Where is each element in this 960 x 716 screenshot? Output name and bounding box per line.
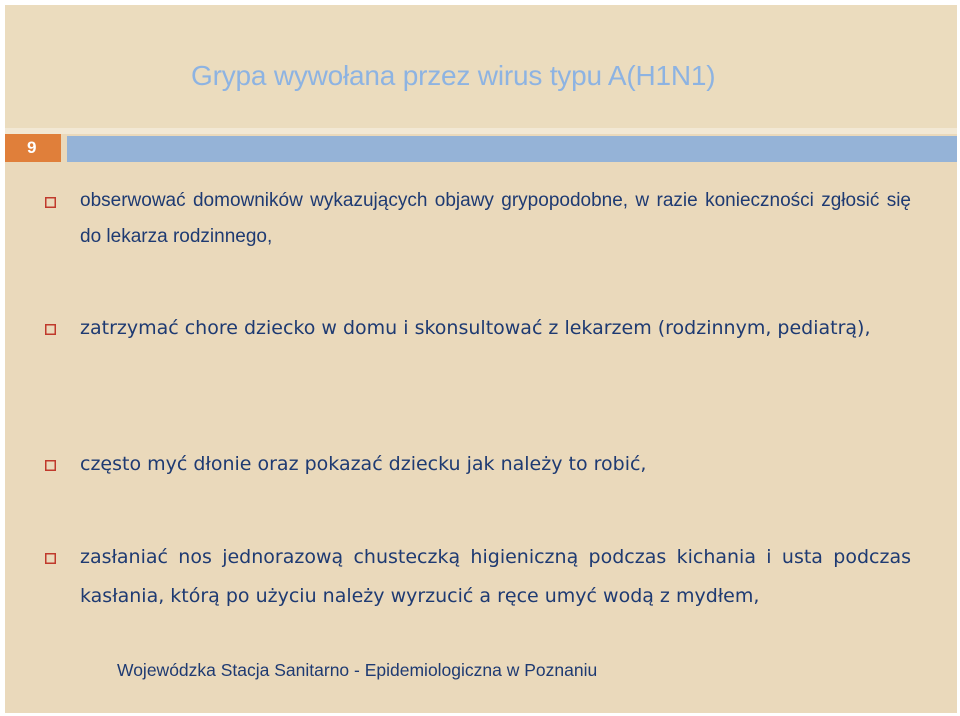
- slide-title: Grypa wywołana przez wirus typu A(H1N1): [191, 60, 716, 91]
- hollow-square-bullet-icon: [45, 324, 56, 335]
- bullet-text-1: obserwować domowników wykazujących objawy grypopodobne, w razie konieczności zgłosić się do lekarza rodzinnego,: [80, 190, 911, 247]
- title-band: [5, 5, 957, 128]
- slide: [5, 5, 957, 713]
- bullet-text-3: często myć dłonie oraz pokazać dziecku jak należy to robić,: [80, 453, 647, 475]
- hollow-square-bullet-icon: [45, 553, 56, 564]
- header-bar: [67, 136, 957, 162]
- hollow-square-bullet-icon: [45, 460, 56, 471]
- slide-number: 9: [5, 134, 61, 162]
- title-divider: [5, 128, 957, 134]
- hollow-square-bullet-icon: [45, 197, 56, 208]
- bullet-text-4: zasłaniać nos jednorazową chusteczką higieniczną podczas kichania i usta podczas kasłania, którą po użyciu należy wyrzucić a ręce umyć wodą z mydłem,: [80, 546, 911, 607]
- bullet-text-2: zatrzymać chore dziecko w domu i skonsultować z lekarzem (rodzinnym, pediatrą),: [80, 317, 871, 339]
- slide-footer: Wojewódzka Stacja Sanitarno - Epidemiologiczna w Poznaniu: [117, 660, 598, 680]
